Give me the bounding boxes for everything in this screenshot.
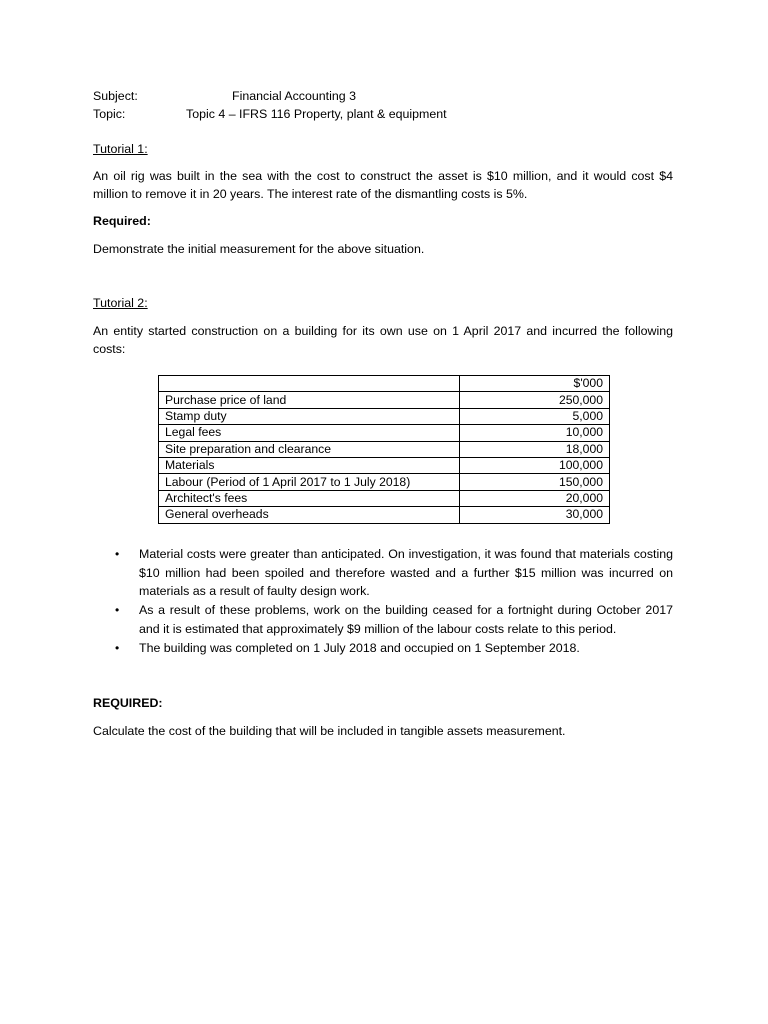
list-item	[112, 639, 673, 658]
cost-amount: 18,000	[460, 441, 610, 457]
note-text: As a result of these problems, work on the building ceased for a fortnight during October 2017 and it is estimated that approximately $9 million of the labour costs relate to this period.	[139, 603, 673, 636]
topic-line	[93, 105, 447, 123]
subject-label: Subject:	[93, 89, 138, 103]
cost-amount: 150,000	[460, 474, 610, 490]
topic-label: Topic:	[93, 107, 126, 121]
cost-item: Legal fees	[159, 425, 460, 441]
notes-list	[112, 545, 673, 657]
tutorial2-required-label: REQUIRED:	[93, 696, 163, 710]
table-row	[159, 474, 610, 490]
cost-item: Stamp duty	[159, 408, 460, 424]
cost-item: Architect's fees	[159, 490, 460, 506]
bullet-icon: •	[115, 603, 120, 618]
list-item	[112, 545, 673, 601]
cost-item: General overheads	[159, 507, 460, 523]
cost-amount: 100,000	[460, 457, 610, 473]
cost-amount: 30,000	[460, 507, 610, 523]
subject-line	[93, 87, 356, 105]
tutorial1-required-label: Required:	[93, 214, 151, 228]
table-row	[159, 490, 610, 506]
cost-amount: 10,000	[460, 425, 610, 441]
cost-amount: 20,000	[460, 490, 610, 506]
note-text: The building was completed on 1 July 2018 and occupied on 1 September 2018.	[139, 640, 580, 655]
subject-value: Financial Accounting 3	[232, 89, 356, 103]
tutorial2-heading: Tutorial 2:	[93, 296, 148, 310]
table-row	[159, 392, 610, 408]
tutorial1-heading: Tutorial 1:	[93, 142, 148, 156]
tutorial2-body: An entity started construction on a building for its own use on 1 April 2017 and incurred the following costs:	[93, 324, 673, 356]
cost-table	[158, 375, 610, 524]
cost-item: Labour (Period of 1 April 2017 to 1 July 2018)	[159, 474, 460, 490]
table-row	[159, 441, 610, 457]
table-header-row	[159, 376, 610, 392]
cost-amount: 5,000	[460, 408, 610, 424]
table-row	[159, 425, 610, 441]
table-row	[159, 457, 610, 473]
topic-value: Topic 4 – IFRS 116 Property, plant & equipment	[186, 107, 447, 121]
bullet-icon: •	[115, 640, 120, 655]
tutorial1-required-text: Demonstrate the initial measurement for the above situation.	[93, 242, 425, 256]
note-text: Material costs were greater than anticipated. On investigation, it was found that materials costing $10 million had been spoiled and therefore wasted and a further $15 million was incurred on materials as a result of faulty design work.	[139, 547, 673, 599]
cost-item: Site preparation and clearance	[159, 441, 460, 457]
table-row	[159, 408, 610, 424]
table-header-item	[159, 376, 460, 392]
cost-item: Materials	[159, 457, 460, 473]
cost-item: Purchase price of land	[159, 392, 460, 408]
tutorial2-required-text: Calculate the cost of the building that will be included in tangible assets measurement.	[93, 724, 566, 738]
table-header-amount: $'000	[460, 376, 610, 392]
table-row	[159, 507, 610, 523]
list-item	[112, 601, 673, 638]
bullet-icon: •	[115, 547, 120, 561]
tutorial1-body: An oil rig was built in the sea with the cost to construct the asset is $10 million, and it would cost $4 million to remove it in 20 years. The interest rate of the dismantling costs is 5%.	[93, 169, 673, 201]
cost-amount: 250,000	[460, 392, 610, 408]
